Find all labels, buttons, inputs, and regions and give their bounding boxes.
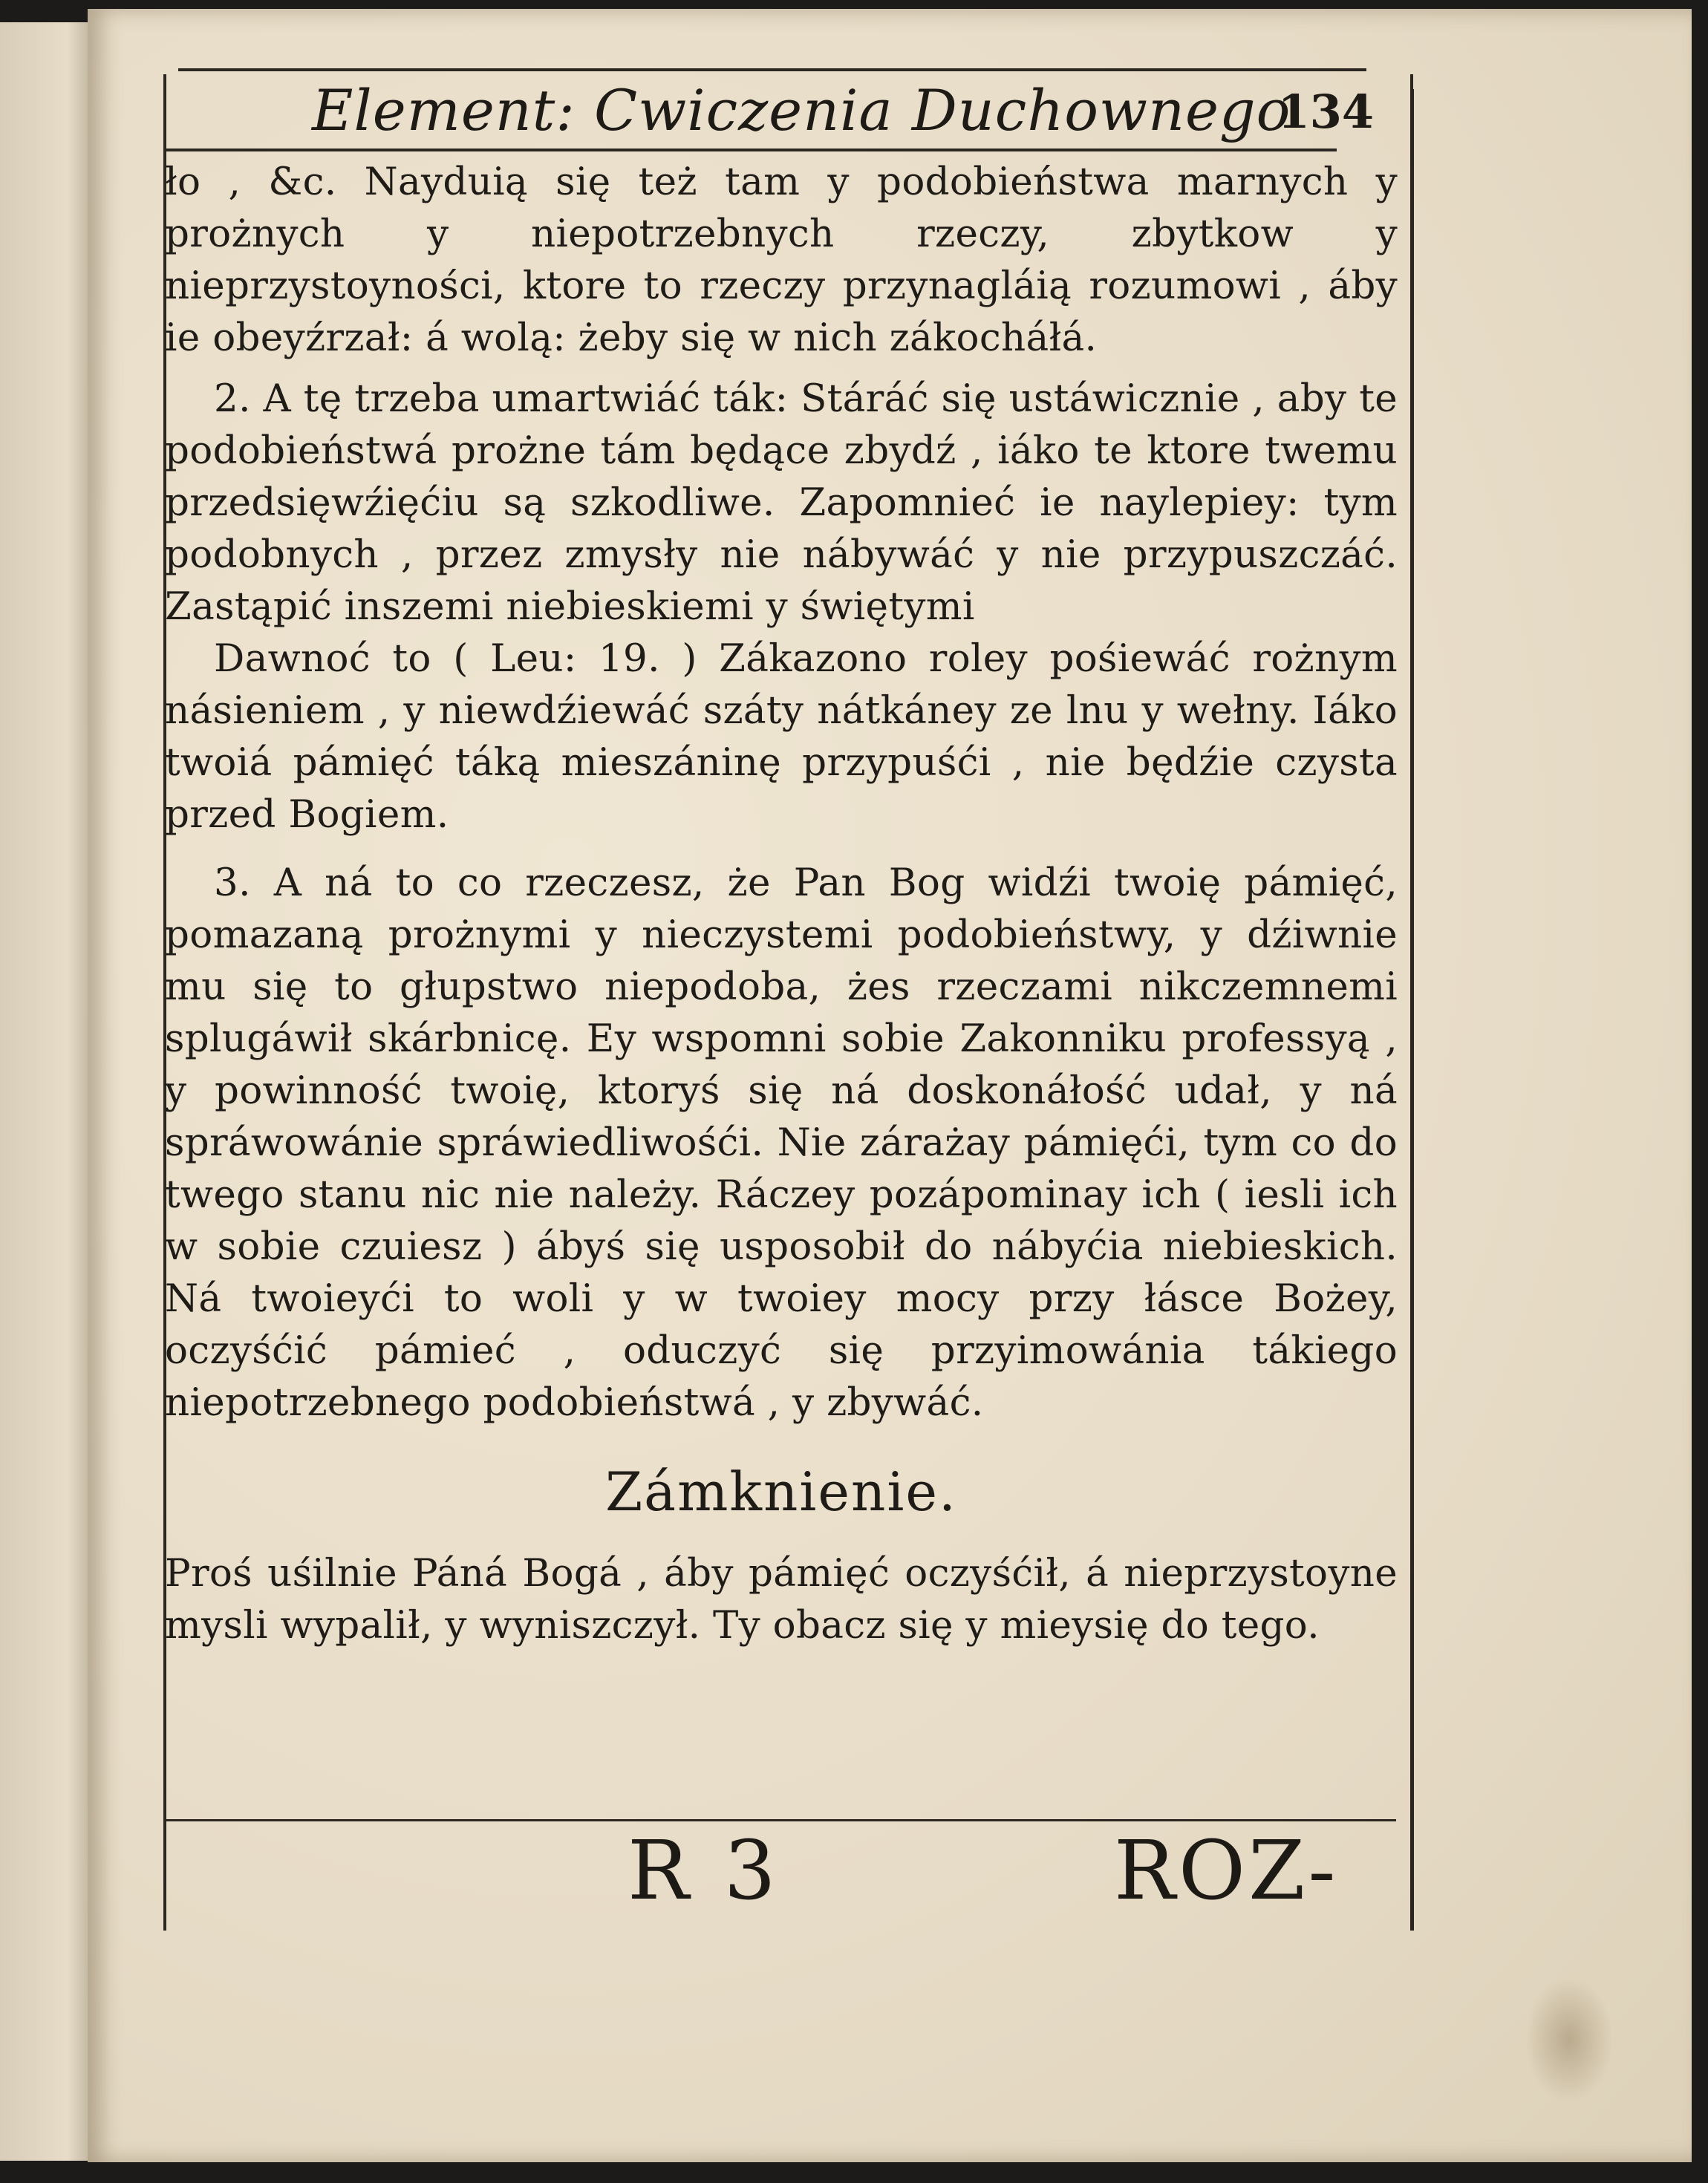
facing-page-edge	[0, 22, 97, 2161]
bottom-rule	[163, 1819, 1396, 1821]
header-rule	[163, 149, 1337, 151]
outer-frame-line	[1411, 89, 1414, 1931]
paragraph-2: 2. A tę trzeba umartwiáć ták: Stáráć się ustáwicznie , aby te podobieństwá prożne tám będące zbydź , iáko te ktore twemu przedsięwźięćiu są szkodliwe. Zapomnieć ie naylepiey: tym podobnych , przez zmysły nie nábywáć y nie przypuszczáć. Zastąpić inszemi niebieskiemi y świętymi	[165, 376, 1398, 629]
running-title: Element: Cwiczenia Duchownego	[312, 77, 1291, 143]
paragraph-3: Dawnoć to ( Leu: 19. ) Zákazono roley pośiewáć rożnym násieniem , y niewdźiewáć száty nátkáney ze lnu y wełny. Iáko twoiá pámięć táką mieszáninę przypuśći , nie będźie czysta przed Bogiem.	[165, 636, 1398, 837]
page-header	[178, 74, 1374, 146]
signature-mark: R 3	[628, 1823, 780, 1918]
page-footer	[163, 1823, 1396, 1927]
paragraph-4: 3. A ná to co rzeczesz, że Pan Bog widźi twoię pámięć, pomazaną prożnymi y nieczystemi podobieństwy, y dźiwnie mu się to głupstwo niepodoba, żes rzeczami nikczemnemi splugáwił skárbnicę. Ey wspomni sobie Zakonniku professyą , y powinność twoię, ktoryś się ná doskonáłość udał, y ná spráwowánie spráwiedliwośći. Nie zárażay pámięći, tym co do twego stanu nic nie należy. Ráczey pozápominay ich ( iesli ich w sobie czuiesz ) ábyś się usposobił do nábyćia niebieskich. Ná twoieyći to woli y w twoiey mocy przy łásce Bożey, oczyśćić pámieć , oduczyć się przyimowánia tákiego niepotrzebnego podobieństwá , y zbywáć.	[165, 861, 1398, 1425]
paragraph-1: ło , &c. Nayduią się też tam y podobieństwa marnych y prożnych y niepotrzebnych rzeczy, zbytkow y nieprzystoyności, ktore to rzeczy przynagláią rozumowi , áby ie obeyźrzał: á wolą: żeby się w nich zákocháłá.	[165, 160, 1398, 360]
closing-heading: Zámknienie.	[605, 1461, 957, 1523]
top-rule	[178, 68, 1366, 71]
catchword: ROZ-	[1114, 1823, 1339, 1918]
page-number: 134	[1277, 85, 1374, 139]
paper-stain	[1525, 1977, 1614, 2103]
page-body	[165, 156, 1398, 1651]
closing-paragraph: Proś uśilnie Páná Bogá , áby pámięć oczyśćił, á nieprzystoyne mysli wypalił, y wyniszczył. Ty obacz się y mieysię do tego.	[165, 1551, 1398, 1648]
